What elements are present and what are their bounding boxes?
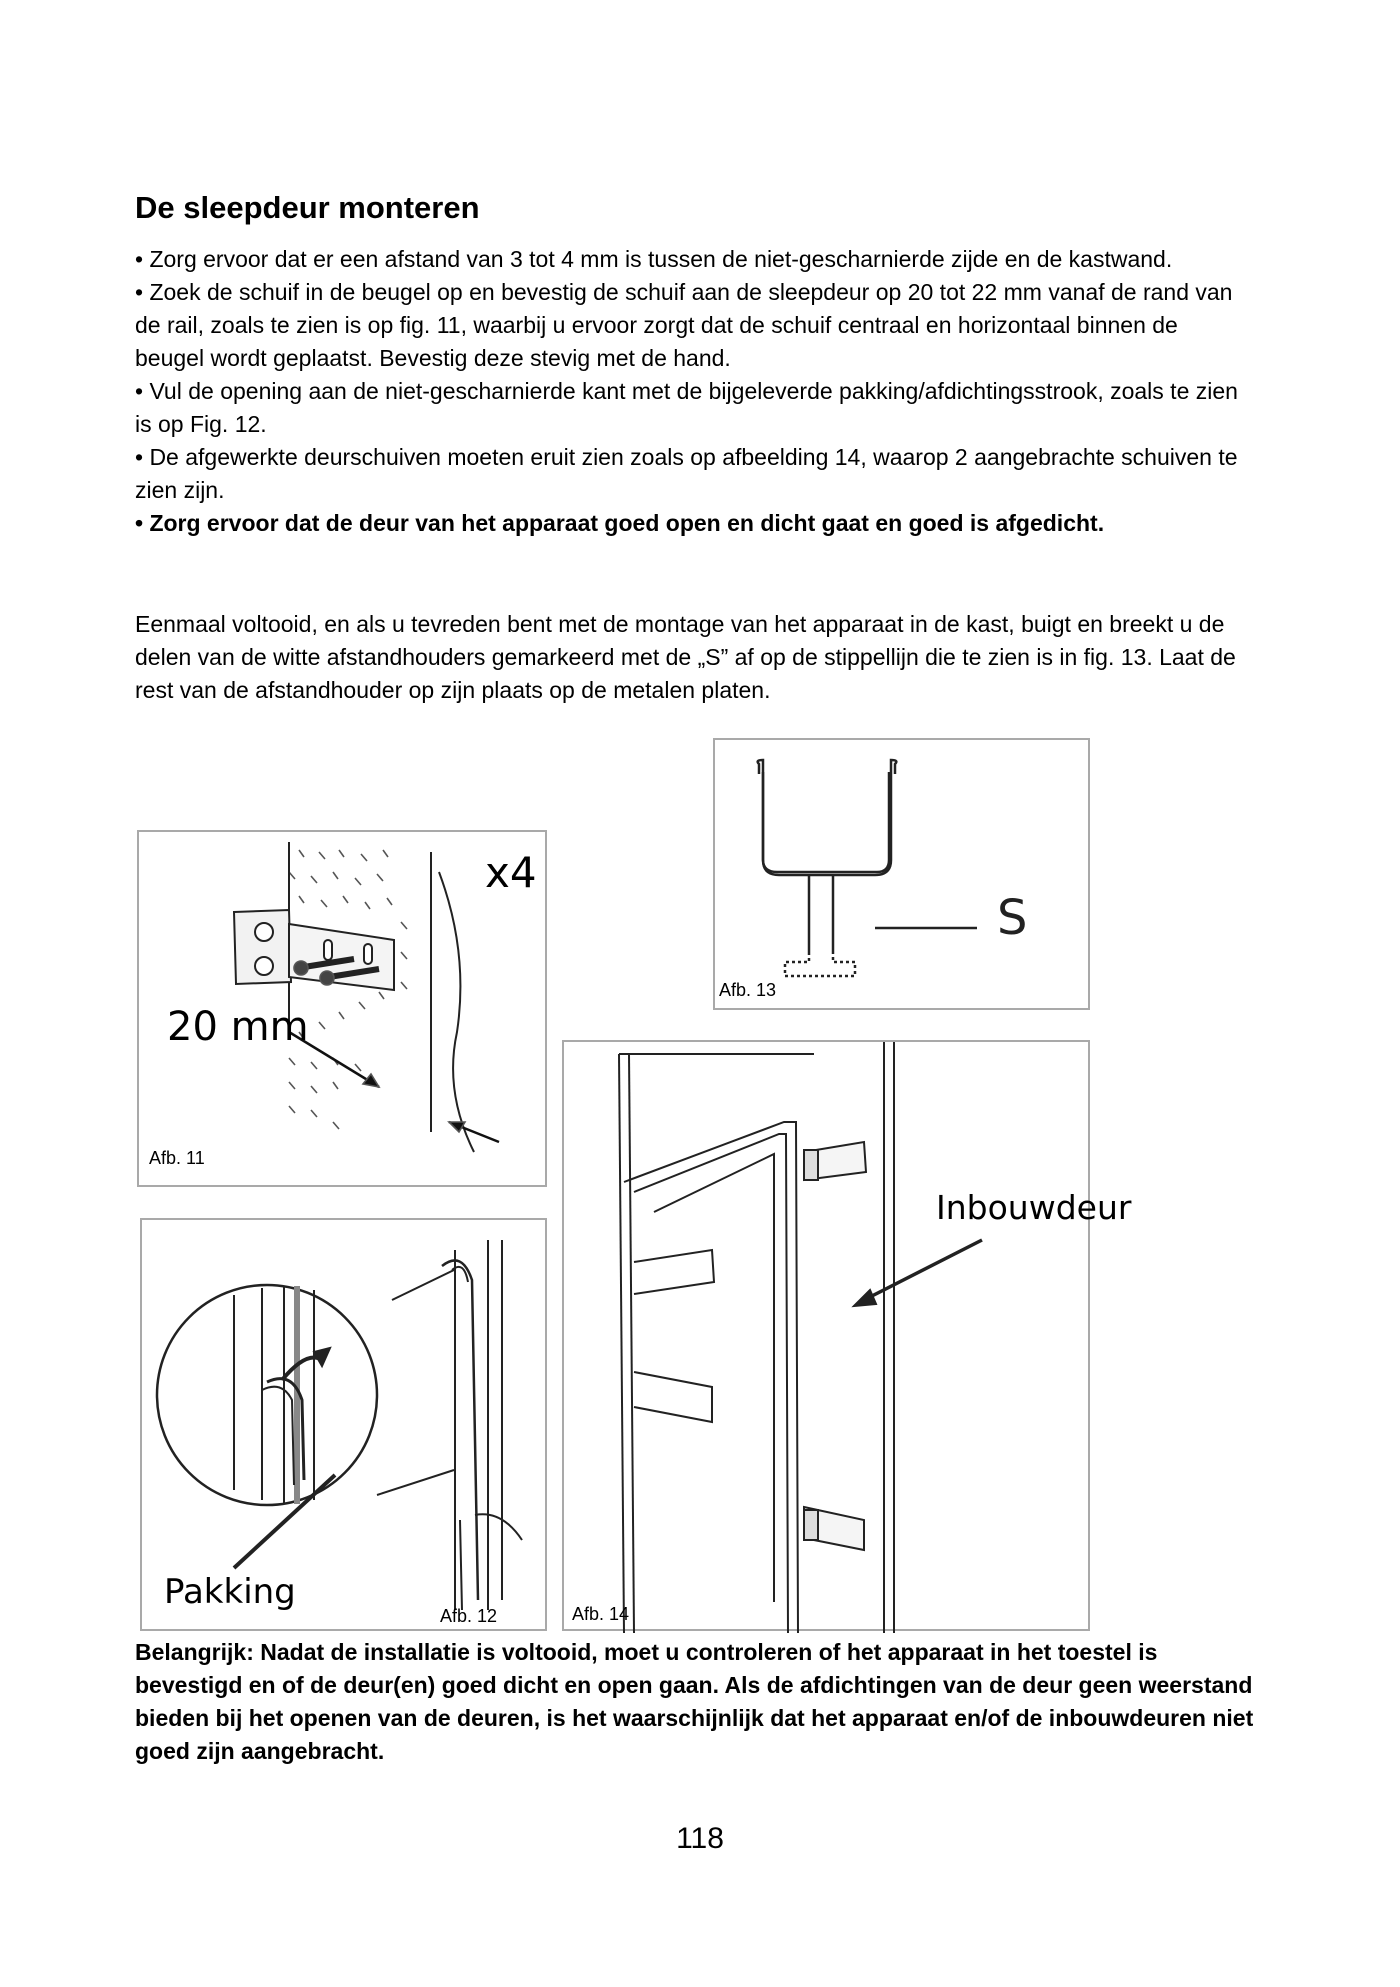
bullet-list — [135, 243, 1245, 540]
figure-13 — [713, 738, 1090, 1010]
important-note: Belangrijk: Nadat de installatie is voltooid, moet u controleren of het apparaat in het toestel is bevestigd en of de deur(en) goed dicht en open gaan. Als de afdichtingen van de deur geen weerstand bieden bij het openen van de deuren, is het waarschijnlijk dat het apparaat en/of de inbouwdeuren niet goed zijn aangebracht. — [135, 1639, 1254, 1764]
figure-caption: Afb. 11 — [149, 1148, 205, 1168]
figure-caption: Afb. 12 — [440, 1606, 498, 1626]
spacer-label: S — [997, 890, 1028, 946]
figure-12 — [140, 1218, 547, 1631]
gasket-label: Pakking — [164, 1572, 296, 1612]
list-item: • Zorg ervoor dat de deur van het apparaat goed open en dicht gaat en goed is afgedicht. — [135, 510, 1105, 536]
figure-caption: Afb. 14 — [572, 1604, 630, 1624]
door-illustration — [564, 1042, 1092, 1633]
figure-11 — [137, 830, 547, 1187]
page-number: 118 — [676, 1822, 724, 1855]
list-item: • Zorg ervoor dat er een afstand van 3 tot 4 mm is tussen de niet-gescharnierde zijde en de kastwand. — [135, 246, 1173, 272]
page-title: De sleepdeur monteren — [135, 190, 480, 225]
body-paragraph: Eenmaal voltooid, en als u tevreden bent met de montage van het apparaat in de kast, buigt en breekt u de delen van de witte afstandhouders gemarkeerd met de „S” af op de stippellijn die te zien is in fig. 13. Laat de rest van de afstandhouder op zijn plaats op de metalen platen. — [135, 611, 1236, 703]
door-label: Inbouwdeur — [936, 1188, 1132, 1227]
count-label: x4 — [485, 848, 537, 897]
list-item: • Zoek de schuif in de beugel op en bevestig de schuif aan de sleepdeur op 20 tot 22 mm vanaf de rand van de rail, zoals te zien is op fig. 11, waarbij u ervoor zorgt dat de schuif centraal en horizontaal binnen de beugel wordt geplaatst. Bevestig deze stevig met de hand. — [135, 279, 1233, 371]
list-item: • Vul de opening aan de niet-gescharnierde kant met de bijgeleverde pakking/afdichtingsstrook, zoals te zien is op Fig. 12. — [135, 378, 1238, 437]
measurement-label: 20 mm — [167, 1004, 309, 1050]
figure-caption: Afb. 13 — [719, 980, 777, 1000]
list-item: • De afgewerkte deurschuiven moeten eruit zien zoals op afbeelding 14, waarop 2 aangebrachte schuiven te zien zijn. — [135, 444, 1238, 503]
figure-14 — [562, 1040, 1132, 1631]
spacer-illustration — [715, 740, 1092, 1012]
